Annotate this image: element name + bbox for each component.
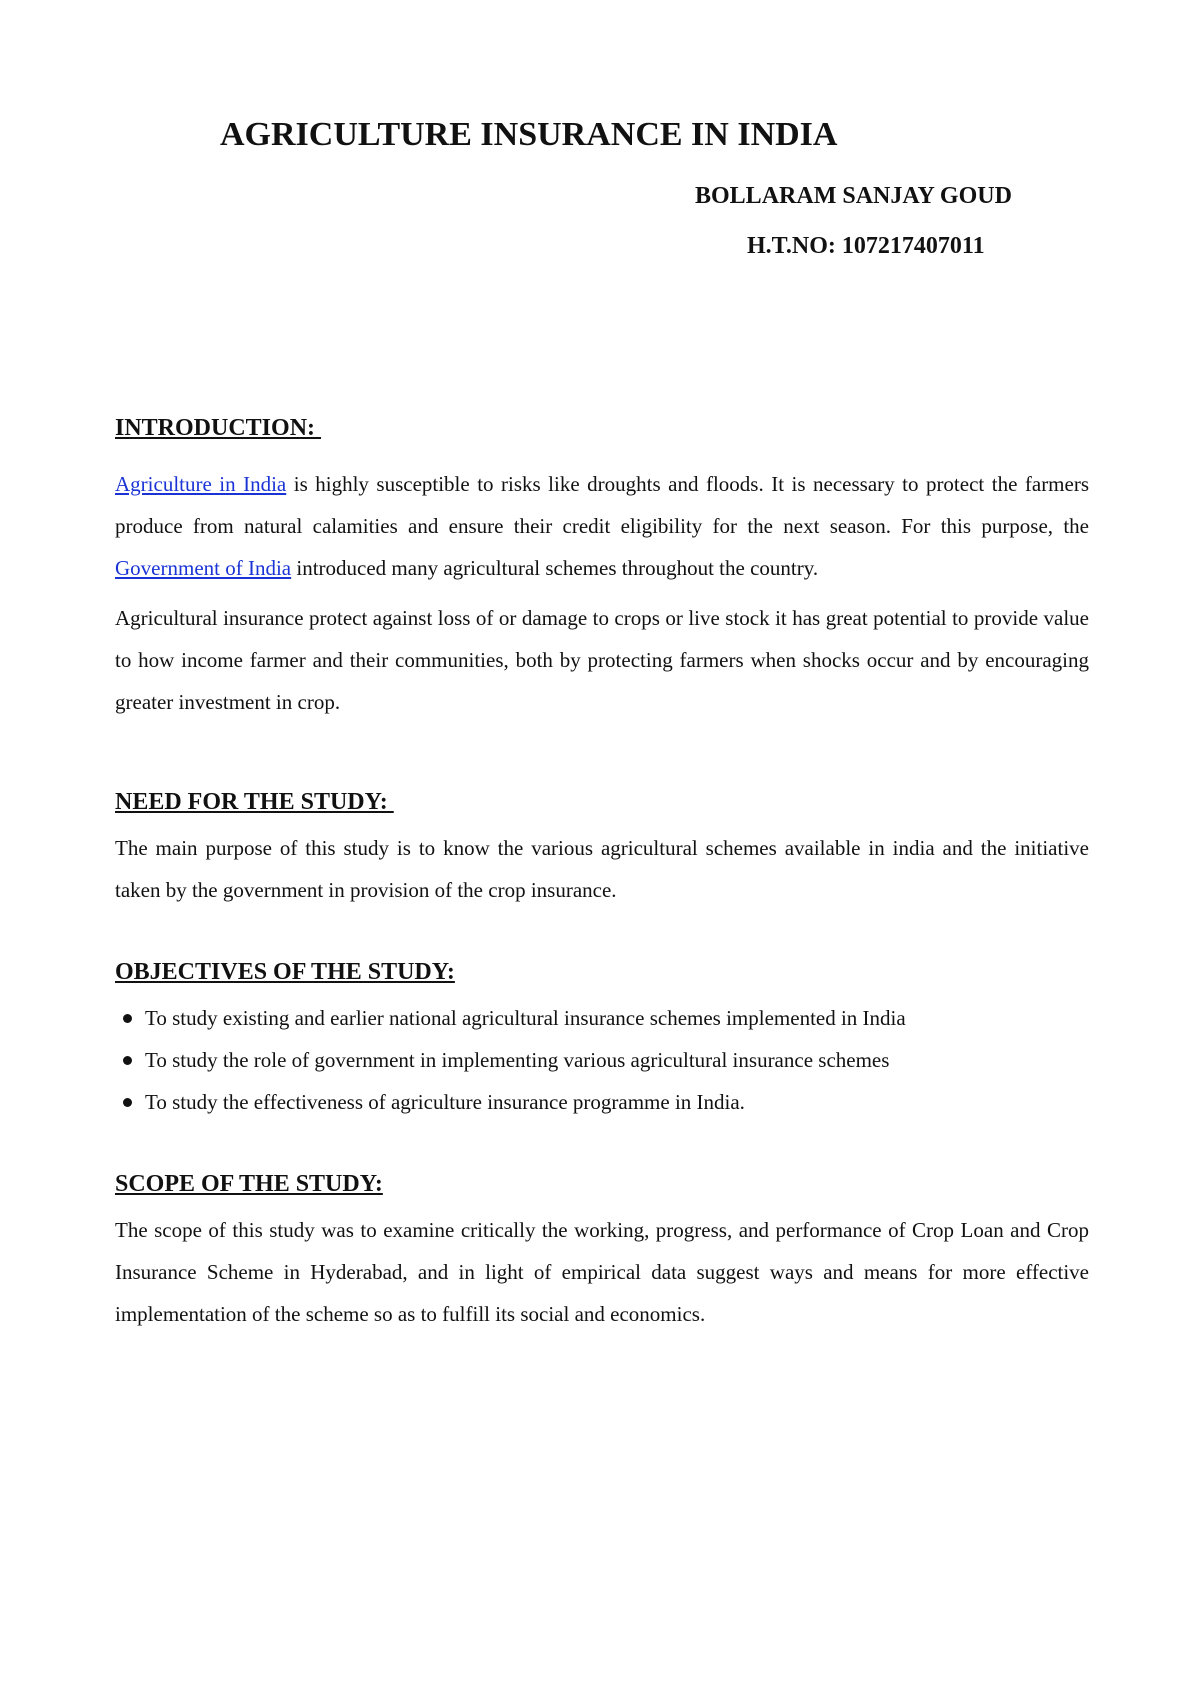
objective-text: To study the role of government in implementing various agricultural insurance schemes xyxy=(145,1048,890,1072)
objective-text: To study the effectiveness of agriculture insurance programme in India. xyxy=(145,1090,745,1114)
introduction-section xyxy=(115,411,1089,723)
bullet-icon xyxy=(123,1098,132,1107)
objective-text: To study existing and earlier national agricultural insurance schemes implemented in India xyxy=(145,1006,906,1030)
scope-paragraph: The scope of this study was to examine critically the working, progress, and performance of Crop Loan and Crop Insurance Scheme in Hyderabad, and in light of empirical data suggest ways and means for more effective implementation of the scheme so as to fulfill its social and economics. xyxy=(115,1218,1089,1326)
list-item xyxy=(115,1081,1089,1123)
need-heading: NEED FOR THE STUDY: xyxy=(115,789,394,815)
objectives-list xyxy=(115,997,1089,1123)
hall-ticket-number: H.T.NO: 107217407011 xyxy=(747,233,985,259)
objectives-section xyxy=(115,955,1089,1123)
objectives-heading: OBJECTIVES OF THE STUDY: xyxy=(115,959,455,985)
document-title: AGRICULTURE INSURANCE IN INDIA xyxy=(220,116,838,153)
agriculture-in-india-link[interactable]: Agriculture in India xyxy=(115,472,287,496)
scope-heading: SCOPE OF THE STUDY: xyxy=(115,1171,383,1197)
government-of-india-link[interactable]: Government of India xyxy=(115,556,292,580)
introduction-text-2: introduced many agricultural schemes throughout the country. xyxy=(291,556,819,580)
need-paragraph: The main purpose of this study is to know the various agricultural schemes available in india and the initiative taken by the government in provision of the crop insurance. xyxy=(115,836,1089,902)
introduction-paragraph-1 xyxy=(115,463,1089,589)
bullet-icon xyxy=(123,1056,132,1065)
list-item xyxy=(115,1039,1089,1081)
need-section xyxy=(115,785,1089,911)
scope-section xyxy=(115,1167,1089,1335)
list-item xyxy=(115,997,1089,1039)
introduction-text-1: is highly susceptible to risks like droughts and floods. It is necessary to protect the farmers produce from natural calamities and ensure their credit eligibility for the next season. For this purpose, the xyxy=(115,472,1090,538)
author-name: BOLLARAM SANJAY GOUD xyxy=(695,183,1012,209)
introduction-heading: INTRODUCTION: xyxy=(115,415,322,441)
introduction-paragraph-2: Agricultural insurance protect against loss of or damage to crops or live stock it has great potential to provide value to how income farmer and their communities, both by protecting farmers when shocks occur and by encouraging greater investment in crop. xyxy=(115,606,1089,714)
document-body xyxy=(115,411,1089,1335)
bullet-icon xyxy=(123,1014,132,1023)
